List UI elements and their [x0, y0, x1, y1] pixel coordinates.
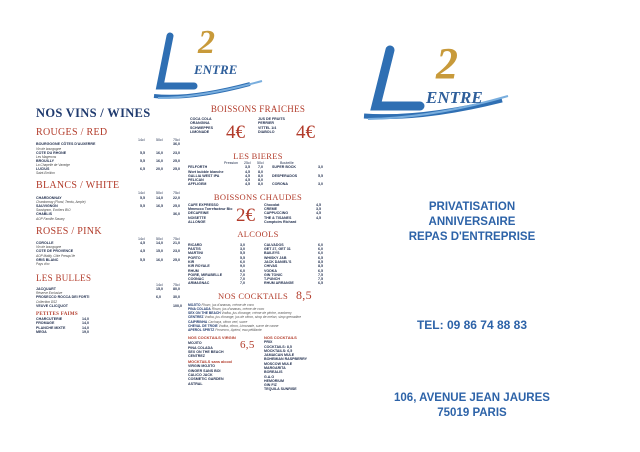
- rouges-col-headers: 14cl 50cl 75cl: [138, 138, 180, 142]
- alcohol-row-name: COGNAC: [188, 277, 204, 282]
- events-block: [356, 200, 588, 245]
- alcohol-row-price: 6,0: [318, 247, 323, 252]
- wine-row: [36, 159, 186, 163]
- drink-item: SCHWEPPES: [190, 125, 213, 130]
- cocktail-desc: Vodka, jus d'orange, jus de citron, sirop de melon, sirop grenadine: [204, 315, 302, 320]
- virgin-item: PINA COLADA: [188, 345, 213, 350]
- event-privatisation: PRIVATISATION: [428, 201, 516, 213]
- mocktails-list: [188, 364, 260, 385]
- faim-price: 14,0: [82, 325, 89, 330]
- drink-item: DIABOLO: [258, 129, 275, 134]
- roses-list: [36, 241, 186, 266]
- wine-price-1: 4,5: [140, 240, 145, 245]
- wine-name: CHARDONNAY: [36, 195, 62, 200]
- beer-name: GALLIA WEST IPA: [188, 173, 220, 178]
- wine-price-1: 15,0: [156, 287, 163, 292]
- wine-subtitle: Réserve Exclusive: [36, 291, 63, 296]
- alcools-title: ALCOOLS: [237, 228, 279, 239]
- alcohol-row-name: GET 27, GET 31: [264, 247, 291, 252]
- virgin-price: 6,5: [240, 339, 255, 352]
- wine-price-2: 16,5: [156, 204, 163, 209]
- cocktails-price: 8,5: [296, 287, 312, 302]
- virgin-item: CENTREZ: [188, 354, 205, 359]
- wine-price-1: 5,5: [140, 195, 145, 200]
- logo-word: ENTRE: [426, 88, 483, 107]
- cocktail-desc: Vodka, citron, Limonade, sucre de canne: [218, 323, 279, 328]
- wine-subtitle: La Chapelle de Vaneige: [36, 163, 70, 168]
- cocktail-desc: Rhum, jus d'ananas, crème de coco: [211, 306, 265, 311]
- alcohol-row-price: 8,5: [318, 264, 323, 269]
- bottle-price: 3,0: [318, 165, 323, 170]
- cocktails-list: [188, 303, 328, 332]
- prix-items-list: [264, 353, 328, 392]
- virgin-block: [188, 335, 260, 386]
- wine-price-3: 21,0: [173, 240, 180, 245]
- wine-price-3: 36,0: [173, 142, 180, 147]
- alcohol-row-price: 5,5: [240, 251, 245, 256]
- beer-price-50: 8,0: [258, 182, 263, 187]
- alcohol-row-name: PASTIS: [188, 247, 201, 252]
- wine-row: [36, 258, 186, 262]
- wine-row: [36, 249, 186, 253]
- alcohol-row-name: KIR: [188, 259, 195, 264]
- wine-price-1: 5,5: [140, 204, 145, 209]
- alcohol-row-price: 6,0: [318, 251, 323, 256]
- beer-name: AFFLIGEM: [188, 182, 207, 187]
- wines-title: NOS VINS / WINES: [36, 106, 151, 120]
- hot-drink-item: CAFE EXPRESSO: [188, 202, 219, 207]
- alcools-block: [188, 243, 328, 289]
- prix-cocktails-title: NOS COCKTAILS: [264, 335, 297, 341]
- faim-row: [36, 330, 186, 334]
- virgin-item: SEX ON THE BEACH: [188, 349, 224, 354]
- wine-name: GRIS BLANC: [36, 257, 59, 262]
- hot-drink-price: 4,5: [316, 202, 321, 207]
- alcohol-row-price: 6,0: [240, 259, 245, 264]
- bf-price-right: 4€: [296, 122, 315, 143]
- event-anniversaire: ANNIVERSAIRE: [428, 216, 516, 228]
- alcohol-row-name: ARMAGNAC: [188, 281, 210, 286]
- bieres-list: [188, 165, 328, 186]
- wine-price-1: 5,5: [140, 257, 145, 262]
- alcohol-row-name: T-PUNCH: [264, 277, 280, 282]
- logo-number: 2: [198, 24, 215, 61]
- address-block: [356, 391, 588, 421]
- wine-subtitle: Collection DS2: [36, 299, 58, 304]
- wine-row: [36, 287, 186, 291]
- logo-word: ENTRE: [194, 62, 238, 77]
- alcohol-row-name: KIR ROYALE: [188, 264, 210, 269]
- wine-price-2: 80,0: [173, 287, 180, 292]
- faim-name: MEGA: [36, 329, 47, 334]
- virgin-title: NOS COCKTAILS VIRGIN: [188, 335, 236, 341]
- roses-col-headers: 14cl 50cl 75cl: [138, 236, 180, 241]
- wine-price-2: 100,0: [173, 303, 182, 308]
- bottle-price: 5,5: [318, 173, 323, 178]
- boissons-chaudes-block: [188, 202, 328, 227]
- boissons-chaudes-title: BOISSONS CHAUDES: [213, 191, 303, 202]
- logo-number: 2: [436, 39, 458, 88]
- bulles-col-headers: 14cl 75cl: [156, 282, 180, 287]
- bc-left-list: [188, 203, 232, 224]
- wine-price-3: 22,0: [173, 195, 180, 200]
- boissons-fraiches-title: BOISSONS FRAICHES: [210, 104, 306, 114]
- roses-title: ROSES / PINK: [36, 225, 102, 237]
- wine-row: [36, 295, 186, 299]
- alcohol-row: [264, 281, 326, 285]
- wine-price-3: 36,0: [173, 212, 180, 217]
- cocktail-name-item: MARGARITA: [264, 365, 286, 370]
- hot-drink-name: Comptoirs Richard: [264, 219, 297, 224]
- alcohol-row-name: RHUM ARRANGE: [264, 281, 294, 286]
- wine-price-2: 16,0: [156, 158, 163, 163]
- bieres-title: LES BIERES: [233, 151, 283, 161]
- alcohol-row-name: GIN TONIC: [264, 272, 283, 277]
- bieres-col-headers: Pression 25cl 50cl Bouteille: [224, 161, 294, 165]
- beer-price-50: 8,0: [258, 173, 263, 178]
- prix-line-2: MOCKTAILS: 6,5: [264, 348, 293, 353]
- wine-name: SAUVIGNON: [36, 204, 58, 209]
- cocktail-desc: Cachaça, citron vert, sucre: [208, 319, 248, 324]
- faim-name: PLANCHE MIXTE: [36, 325, 66, 330]
- wine-price-2: 15,0: [156, 249, 163, 254]
- boissons-fraiches-block: [188, 114, 328, 150]
- beer-price-50: 8,0: [258, 178, 263, 183]
- wine-price-2: 30,0: [173, 295, 180, 300]
- bottle-name: CORONA: [272, 182, 288, 187]
- bottle-name: DESPERADOS: [272, 173, 298, 178]
- wine-price-1: 5,5: [140, 150, 145, 155]
- blancs-list: [36, 196, 186, 221]
- wines-column: [36, 106, 186, 334]
- faim-price: 14,0: [82, 321, 89, 326]
- hot-drink-name: CAPPUCCINO: [264, 211, 289, 216]
- alcohol-row-name: WHISKY J&B: [264, 255, 287, 260]
- mocktail-item: VIRGIN MOJITO: [188, 364, 216, 369]
- bottle-name: SUPER BOCK: [272, 165, 296, 170]
- alcohol-row-price: 7,5: [318, 272, 323, 277]
- drink-item: JUS DE FRUITS: [258, 117, 285, 121]
- wine-price-2: 14,0: [156, 195, 163, 200]
- hot-drink-item: Mmmoco Torrefacteur Bio: [188, 207, 233, 212]
- wine-row: [36, 167, 186, 171]
- cocktail-desc: Vodka, jus d'orange, crème de pêche, cranberry: [221, 311, 292, 316]
- bf-left-list: [190, 117, 213, 134]
- address-city: 75019 PARIS: [437, 407, 507, 419]
- prix-cocktails-block: [264, 335, 328, 392]
- mocktail-item: COSMETIC GARDEN: [188, 377, 224, 382]
- beer-price-25: 4,5: [245, 173, 250, 178]
- hot-drink-price: 4,5: [316, 215, 321, 220]
- alcohol-row-price: 7,0: [240, 272, 245, 277]
- alcohol-row-name: RHUM: [188, 268, 199, 273]
- alcools-right-list: [264, 243, 326, 286]
- cocktails-header: [188, 289, 328, 303]
- drink-item: VITTEL 1/4: [258, 125, 277, 130]
- beer-price-25: 3,5: [245, 165, 250, 170]
- bc-price: 2€: [236, 204, 255, 226]
- phone-number[interactable]: TEL: 09 86 74 88 83: [416, 318, 528, 332]
- wine-price-2: 20,0: [156, 167, 163, 172]
- cocktail-name: CAIPIRINHA: [188, 319, 208, 324]
- bf-price-left: 4€: [226, 122, 245, 143]
- wine-price-3: 25,0: [173, 204, 180, 209]
- hot-drink-name: Chocolat: [264, 202, 280, 207]
- mocktail-item: ASTRAL: [188, 381, 203, 386]
- alcohol-row: [188, 281, 248, 285]
- beer-price-50: 7,0: [258, 165, 263, 170]
- cocktail-name-item: BOREALIS: [264, 370, 283, 375]
- cocktail-name-item: TEQUILA SUNRISE: [264, 387, 297, 392]
- faim-price: 14,0: [82, 317, 89, 322]
- drink-item: ORANGINA: [190, 121, 210, 126]
- logo-right: [362, 39, 512, 122]
- wine-price-1: 5,5: [140, 158, 145, 163]
- wine-name: PROSECCO ROCCA DEI FORTI: [36, 295, 90, 300]
- cocktail-name-item: GIN FIZ: [264, 383, 277, 388]
- cocktail-name: CENTREZ: [188, 315, 204, 320]
- alcohol-row-name: RICARD: [188, 242, 202, 247]
- mocktail-item: GINGER SANS BOI: [188, 368, 221, 373]
- wine-row: [36, 241, 186, 245]
- alcohol-row-price: 7,5: [318, 277, 323, 282]
- drink-item: COCA COLA: [190, 117, 212, 121]
- cocktail-name: SEX ON THE BEACH: [188, 311, 221, 316]
- blancs-col-headers: 14cl 50cl 75cl: [138, 191, 180, 196]
- alcohol-row-price: 7,0: [240, 281, 245, 286]
- alcohol-row-price: 9,0: [240, 264, 245, 269]
- wine-name: BROUILLY: [36, 158, 55, 163]
- faim-name: FROMAGE: [36, 321, 55, 326]
- cocktail-row: [188, 328, 328, 332]
- alcohol-row-price: 6,0: [318, 242, 323, 247]
- beer-price-25: 4,5: [245, 178, 250, 183]
- alcohol-row-price: 6,5: [318, 255, 323, 260]
- rouges-title: ROUGES / RED: [36, 127, 108, 138]
- wine-price-3: 25,0: [173, 158, 180, 163]
- cocktail-name-item: MOSCOW MULE: [264, 361, 293, 366]
- alcohol-row-name: POIRE, MIRABELLE: [188, 272, 223, 277]
- beer-price-25: 4,5: [245, 169, 250, 174]
- alcohol-row-price: 6,5: [318, 281, 323, 286]
- wine-name: COTE DE PROVENCE: [36, 249, 74, 254]
- beer-price-25: 4,5: [245, 182, 250, 187]
- mocktails-title: MOCKTAILS sans alcool: [188, 360, 233, 365]
- cocktail-name-item: HEMORIUM: [264, 378, 284, 383]
- wine-name: COROLLE: [36, 240, 54, 245]
- alcohol-row-price: 6,0: [240, 268, 245, 273]
- wine-price-3: 23,0: [173, 249, 180, 254]
- alcohol-row-price: 7,0: [240, 277, 245, 282]
- cocktail-name: APEROL SPRITZ: [188, 328, 215, 332]
- wine-subtitle: AOP Famille Savary: [36, 216, 65, 221]
- wine-row: [36, 212, 186, 216]
- wine-name: JACQUART: [36, 287, 56, 292]
- wine-price-1: 4,5: [140, 249, 145, 254]
- wine-name: LUCIUS: [36, 167, 50, 172]
- wine-row: [36, 204, 186, 208]
- wine-name: COTE DU RHONE: [36, 150, 67, 155]
- hot-drink-name: CREME: [264, 207, 277, 212]
- wine-price-2: 14,0: [156, 240, 163, 245]
- wine-subtitle: Chardonnay (Floral, Tendu, Ample): [36, 200, 86, 205]
- alcohol-row-name: VODKA: [264, 268, 277, 273]
- boissons-column: [188, 104, 328, 407]
- wine-price-1: 6,5: [140, 167, 145, 172]
- wine-row: [36, 142, 186, 146]
- alcohol-row-name: CALVADOS: [264, 242, 284, 247]
- alcohol-row-name: CHIVAS: [264, 264, 278, 269]
- prix-line-1: COCKTAILS: 8,5: [264, 344, 292, 349]
- wine-price-2: 16,0: [156, 150, 163, 155]
- wine-price-3: 25,0: [173, 257, 180, 262]
- hot-drink-row: [264, 220, 326, 224]
- drink-item: PERRIER: [258, 121, 274, 126]
- bulles-list: [36, 287, 186, 308]
- hot-drink-item: NOISETTE: [188, 215, 206, 220]
- cocktail-name: PINA COLADA: [188, 306, 211, 311]
- rouges-list: [36, 142, 186, 175]
- wine-name: CHABLIS: [36, 212, 52, 217]
- mocktail-item: CALICO JACK: [188, 372, 213, 377]
- alcohol-row-price: 8,5: [318, 259, 323, 264]
- cocktail-desc: Prosecco, Apérol, eau pétillante: [215, 328, 262, 332]
- wine-subtitle: Pays d'oc: [36, 261, 50, 266]
- wine-row: [36, 151, 186, 155]
- cocktail-name: CHEVAL DE TROIE: [188, 323, 218, 328]
- cocktails-title: NOS COCKTAILS: [218, 290, 289, 301]
- wine-subtitle: AOP Matily, Côte Presqu'île: [36, 253, 76, 258]
- wine-name: VEUVE CLICQUOT: [36, 303, 68, 308]
- drink-item: LIMONADE: [190, 129, 210, 134]
- virgin-item: MOJITO: [188, 341, 202, 346]
- wine-price-2: 16,0: [156, 257, 163, 262]
- beer-name: FELFORTH: [188, 165, 208, 170]
- alcohol-row-name: PORTO: [188, 255, 201, 260]
- cocktail-name-item: BOHEMIAN RASPBERRY: [264, 357, 307, 362]
- wine-row: [36, 196, 186, 200]
- cocktail-name-item: G.A.O: [264, 374, 275, 379]
- alcohol-row-name: JACK DANIEL'S: [264, 259, 292, 264]
- cocktail-name: MOJITO: [188, 302, 201, 307]
- beer-price-50: 8,0: [258, 169, 263, 174]
- cocktails-lower: [188, 335, 328, 407]
- wine-price-3: 23,0: [173, 150, 180, 155]
- cocktail-desc: Rhum, jus d'ananas, crème de coco: [201, 302, 255, 307]
- prix-cocktails-sub: PRIX: [264, 340, 273, 345]
- cocktail-name-item: JAMAICAN MULE: [264, 353, 295, 358]
- wine-row: [36, 304, 186, 308]
- wine-subtitle: Les Magerons: [36, 154, 57, 159]
- alcools-left-list: [188, 243, 248, 286]
- bulles-title: LES BULLES: [36, 272, 92, 283]
- bottle-price: 3,0: [318, 182, 323, 187]
- hot-drink-item: DECAFEINE: [188, 211, 209, 216]
- wine-price-3: 25,0: [173, 167, 180, 172]
- alcohol-row-name: BAILEYS: [264, 251, 280, 256]
- alcohol-row-price: 5,5: [240, 255, 245, 260]
- bf-right-list: [258, 117, 285, 134]
- blancs-title: BLANCS / WHITE: [36, 180, 120, 192]
- hot-drink-price: 3,5: [316, 207, 321, 212]
- beer-name: PELICAN: [188, 178, 204, 183]
- alcohol-row-price: 6,5: [318, 268, 323, 273]
- beer-row: [188, 182, 328, 186]
- faims-title: PETITES FAIMS: [36, 312, 79, 318]
- wine-subtitle: Vin de bourgogne: [36, 146, 62, 151]
- alcohol-row-price: 3,0: [240, 247, 245, 252]
- alcohol-row-name: MARTINI: [188, 251, 203, 256]
- wine-subtitle: Saint-Emilion: [36, 171, 55, 176]
- hot-drink-price: 4,5: [316, 211, 321, 216]
- faim-price: 19,0: [82, 329, 89, 334]
- wine-name: BOURGOGNE CÔTES D'AUXERRE: [36, 142, 96, 147]
- wine-subtitle: Vin de bourgogne: [36, 245, 62, 250]
- hot-drink-name: THE & TISANES: [264, 215, 292, 220]
- wine-subtitle: Sauvignon, Ecoliers BIO: [36, 208, 71, 213]
- hot-drink-item: ALLONGE: [188, 219, 206, 224]
- beer-name: Wort bubble blanche: [188, 169, 224, 174]
- bc-right-list: [264, 203, 326, 224]
- wine-price-1: 6,0: [156, 295, 161, 300]
- alcohol-row-price: 3,0: [240, 242, 245, 247]
- faim-name: CHARCUTERIE: [36, 317, 63, 322]
- logo-left: [150, 26, 270, 102]
- event-repas: REPAS D'ENTREPRISE: [408, 231, 536, 243]
- faims-list: [36, 317, 186, 334]
- address-street: 106, AVENUE JEAN JAURES: [394, 392, 550, 404]
